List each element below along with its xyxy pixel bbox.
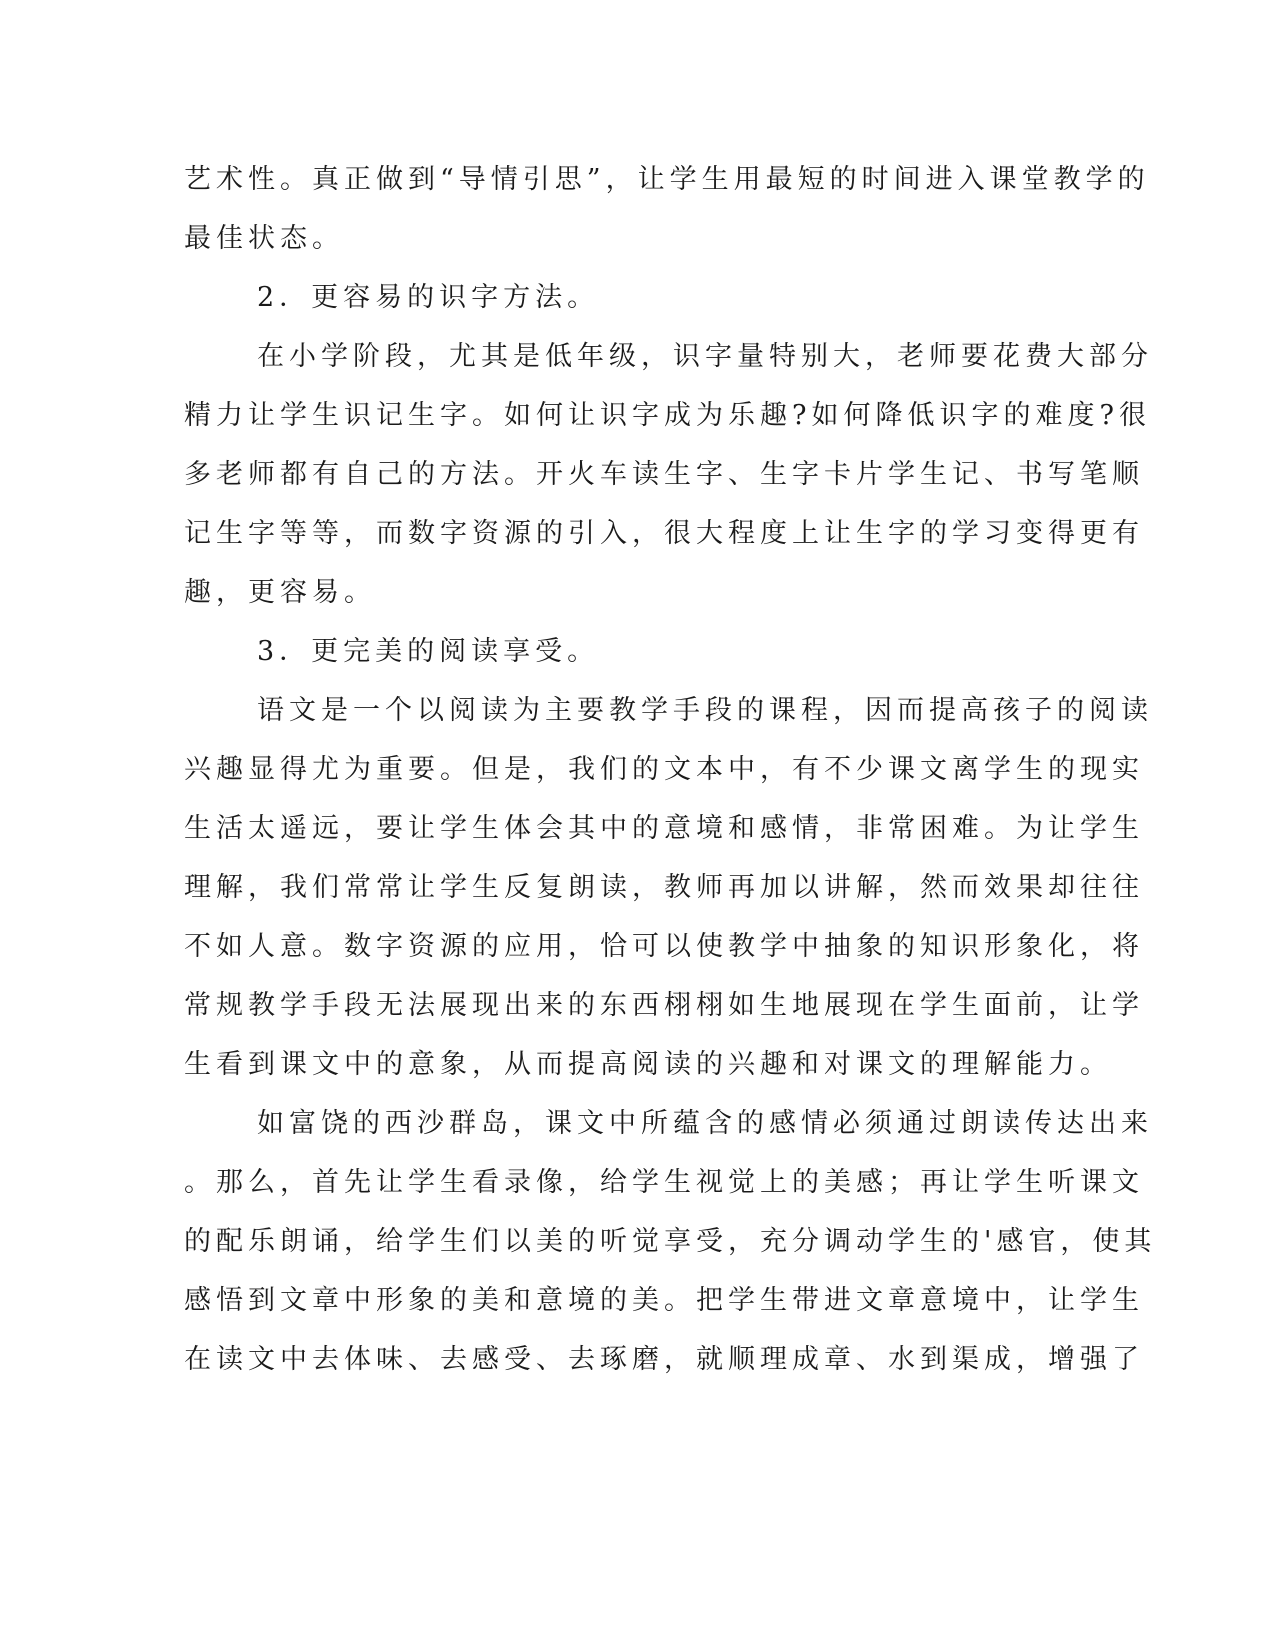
text-line: 如富饶的西沙群岛，课文中所蕴含的感情必须通过朗读传达出来 — [257, 1108, 1153, 1139]
text-line: 在读文中去体味、去感受、去琢磨，就顺理成章、水到渠成，增强了 — [184, 1344, 1144, 1375]
text-line: 趣，更容易。 — [184, 577, 376, 608]
text-line: 多老师都有自己的方法。开火车读生字、生字卡片学生记、书写笔顺 — [184, 459, 1144, 490]
text-line: 兴趣显得尤为重要。但是，我们的文本中，有不少课文离学生的现实 — [184, 754, 1144, 785]
text-line: 艺术性。真正做到“导情引思”，让学生用最短的时间进入课堂教学的 — [184, 164, 1150, 195]
list-heading: 2．更容易的识字方法。 — [257, 282, 600, 313]
text-line: 记生字等等，而数字资源的引入，很大程度上让生字的学习变得更有 — [184, 518, 1144, 549]
text-line: 生看到课文中的意象，从而提高阅读的兴趣和对课文的理解能力。 — [184, 1049, 1112, 1080]
text-line: 生活太遥远，要让学生体会其中的意境和感情，非常困难。为让学生 — [184, 813, 1144, 844]
text-line: 的配乐朗诵，给学生们以美的听觉享受，充分调动学生的'感官，使其 — [184, 1226, 1157, 1257]
text-line: 不如人意。数字资源的应用，恰可以使教学中抽象的知识形象化，将 — [184, 931, 1144, 962]
text-line: 。那么，首先让学生看录像，给学生视觉上的美感；再让学生听课文 — [184, 1167, 1144, 1198]
text-line: 语文是一个以阅读为主要教学手段的课程，因而提高孩子的阅读 — [257, 695, 1153, 726]
list-heading: 3．更完美的阅读享受。 — [257, 636, 600, 667]
text-line: 精力让学生识记生字。如何让识字成为乐趣?如何降低识字的难度?很 — [184, 400, 1151, 431]
text-line: 在小学阶段，尤其是低年级，识字量特别大，老师要花费大部分 — [257, 341, 1153, 372]
text-line: 最佳状态。 — [184, 223, 344, 254]
text-line: 常规教学手段无法展现出来的东西栩栩如生地展现在学生面前，让学 — [184, 990, 1144, 1021]
text-line: 感悟到文章中形象的美和意境的美。把学生带进文章意境中，让学生 — [184, 1285, 1144, 1316]
text-line: 理解，我们常常让学生反复朗读，教师再加以讲解，然而效果却往往 — [184, 872, 1144, 903]
